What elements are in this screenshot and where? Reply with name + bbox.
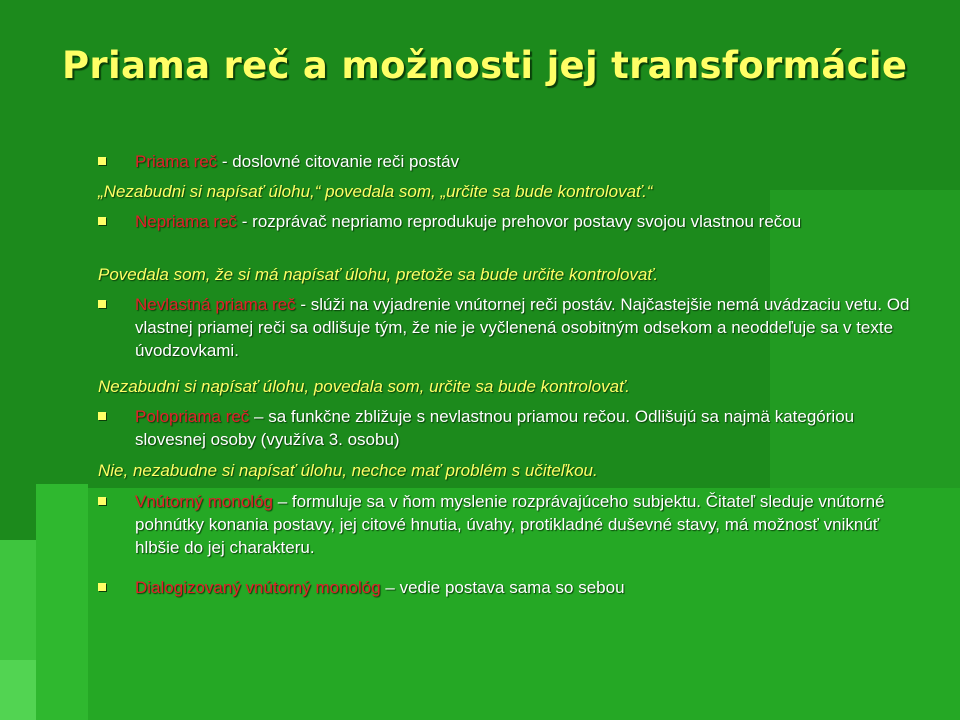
- item-text: – vedie postava sama so sebou: [380, 578, 625, 597]
- term-label: Polopriama reč: [135, 407, 250, 426]
- item-text: - slúži na vyjadrenie vnútornej reči postáv. Najčastejšie nemá uvádzaciu vetu. Od vlastnej priamej reči sa odlišuje tým, že nie je vyčlenená osobitným odsekom a neoddeľuje sa v texte úvodzovkami.: [135, 295, 910, 360]
- example-sentence: „Nezabudni si napísať úlohu,“ povedala som, „určite sa bude kontrolovať.“: [98, 182, 653, 201]
- item-text: – sa funkčne zbližuje s nevlastnou priamou rečou. Odlišujú sa najmä kategóriou slovesnej osoby (využíva 3. osobu): [135, 407, 855, 449]
- bullet-icon: [98, 583, 106, 591]
- bullet-icon: [98, 497, 106, 505]
- example-sentence: Nezabudni si napísať úlohu, povedala som, určite sa bude kontrolovať.: [98, 377, 630, 396]
- bullet-icon: [98, 157, 106, 165]
- example-sentence: Nie, nezabudne si napísať úlohu, nechce mať problém s učiteľkou.: [98, 461, 598, 480]
- example-sentence: Povedala som, že si má napísať úlohu, pretože sa bude určite kontrolovať.: [98, 265, 659, 284]
- bullet-icon: [98, 217, 106, 225]
- list-item-nevlastna-priama-rec: [98, 293, 928, 362]
- term-label: Dialogizovaný vnútorný monológ: [135, 578, 381, 597]
- list-item-dialogizovany-monolog: [98, 576, 928, 599]
- item-text: - doslovné citovanie reči postáv: [217, 152, 460, 171]
- list-item-polopriama-rec: [98, 405, 928, 451]
- term-label: Nepriama reč: [135, 212, 238, 231]
- bullet-icon: [98, 300, 106, 308]
- list-item-nepriama-rec: [98, 210, 928, 233]
- slide-title: Priama reč a možnosti jej transformácie: [62, 44, 908, 87]
- term-label: Vnútorný monológ: [135, 492, 273, 511]
- item-text: - rozprávač nepriamo reprodukuje prehovor postavy svojou vlastnou rečou: [237, 212, 802, 231]
- term-label: Nevlastná priama reč: [135, 295, 296, 314]
- term-label: Priama reč: [135, 152, 218, 171]
- list-item-priama-rec: [98, 150, 928, 173]
- bullet-icon: [98, 412, 106, 420]
- list-item-vnutorny-monolog: [98, 490, 928, 559]
- item-text: – formuluje sa v ňom myslenie rozprávajúceho subjektu. Čitateľ sleduje vnútorné pohnútky konania postavy, jej citové hnutia, úvahy, protikladné duševné stavy, má možnosť vniknúť hlbšie do jej charakteru.: [135, 492, 885, 557]
